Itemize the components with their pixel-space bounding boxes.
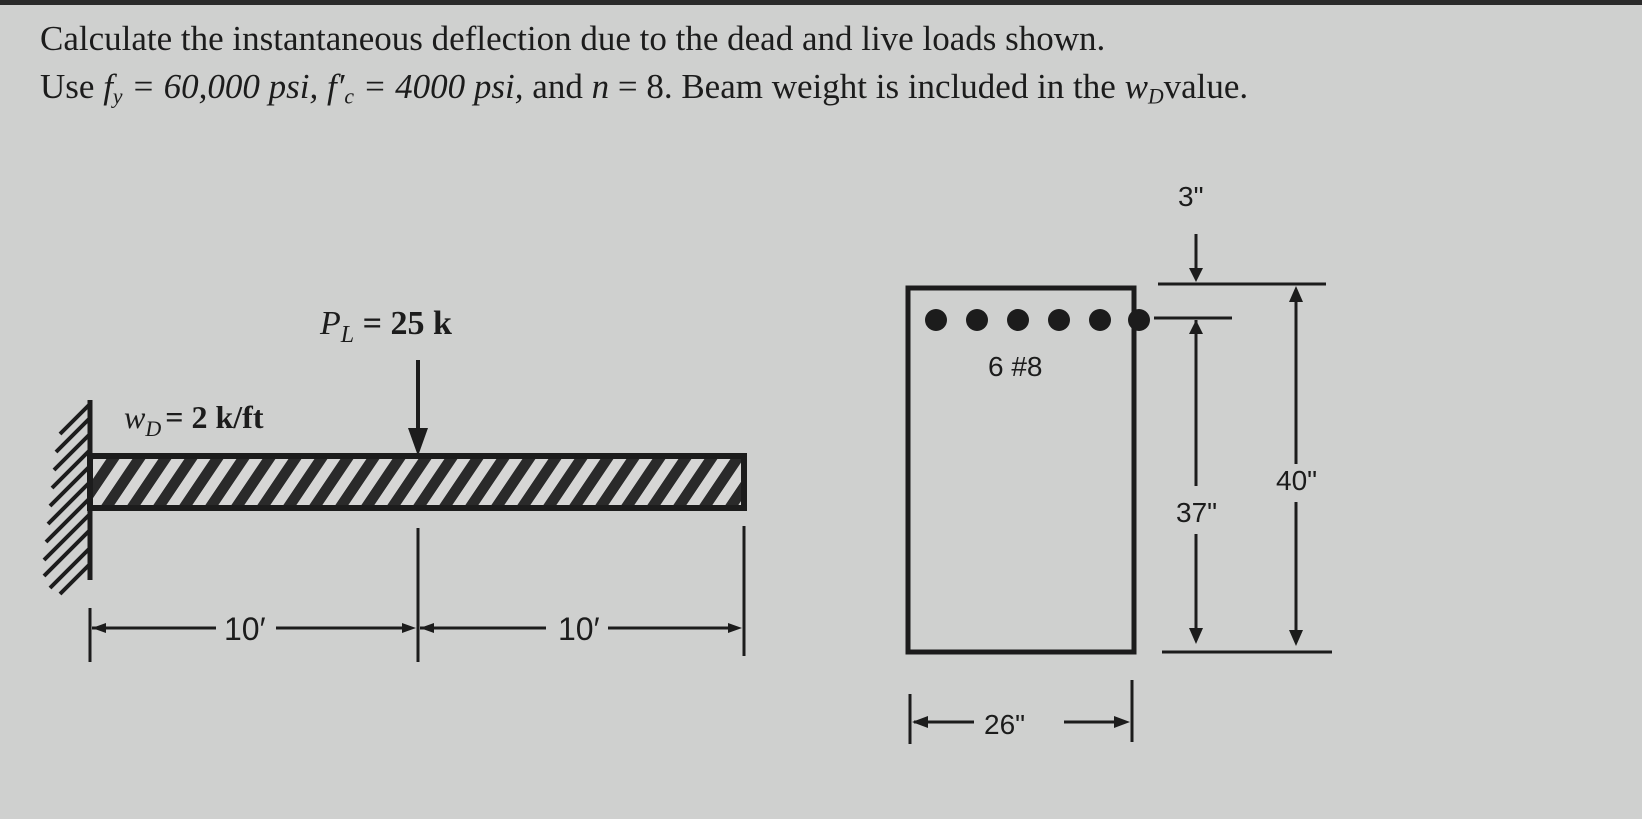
width-label: 26" bbox=[984, 709, 1026, 740]
wd-symbol: w bbox=[1124, 67, 1148, 106]
fc-prime: ′ bbox=[336, 67, 345, 106]
section-outline bbox=[908, 288, 1134, 652]
fc-symbol: f bbox=[327, 67, 337, 106]
rebar-6 bbox=[1128, 309, 1150, 331]
live-load-value: = 25 k bbox=[354, 305, 452, 342]
rebar-4 bbox=[1048, 309, 1070, 331]
fc-subscript: c bbox=[344, 84, 355, 109]
rebar-3 bbox=[1007, 309, 1029, 331]
fc-value: = 4000 psi, bbox=[354, 67, 524, 106]
fixed-support bbox=[44, 400, 90, 594]
dead-load-subscript: D bbox=[145, 416, 162, 441]
beam bbox=[90, 456, 744, 508]
wd-subscript: D bbox=[1147, 84, 1164, 109]
bars-label: 6 #8 bbox=[988, 351, 1043, 382]
n-value: = 8. bbox=[609, 67, 673, 106]
n-symbol: n bbox=[591, 67, 610, 106]
total-depth-label: 40" bbox=[1276, 465, 1318, 496]
cantilever-beam-diagram bbox=[44, 305, 744, 662]
value-word: value. bbox=[1163, 67, 1249, 106]
span-dimensions bbox=[90, 526, 744, 662]
total-depth-dimension bbox=[1162, 286, 1332, 652]
dead-load-value: = 2 k/ft bbox=[165, 399, 264, 435]
live-load-subscript: L bbox=[340, 322, 355, 348]
rebar-2 bbox=[966, 309, 988, 331]
live-load-label bbox=[319, 305, 452, 348]
fy-symbol: f bbox=[103, 67, 113, 106]
reinforcing-bars bbox=[925, 309, 1150, 331]
fy-subscript: y bbox=[112, 84, 123, 109]
cover-dimension bbox=[1154, 181, 1326, 334]
point-load-arrow bbox=[408, 360, 428, 456]
dead-load-label bbox=[124, 399, 264, 441]
effective-depth-label: 37" bbox=[1176, 497, 1218, 528]
rebar-1 bbox=[925, 309, 947, 331]
rebar-5 bbox=[1089, 309, 1111, 331]
beam-weight-text: Beam weight is included in the bbox=[672, 67, 1125, 106]
fy-value: = 60,000 psi, bbox=[122, 67, 328, 106]
span-right-label: 10′ bbox=[558, 611, 600, 647]
span-left-label: 10′ bbox=[224, 611, 266, 647]
cover-label: 3" bbox=[1178, 181, 1204, 212]
problem-statement-line-1: Calculate the instantaneous deflection due to the dead and live loads shown. bbox=[40, 19, 1106, 58]
cross-section-diagram bbox=[908, 181, 1332, 744]
effective-depth-dimension bbox=[1176, 320, 1217, 644]
width-dimension bbox=[910, 680, 1132, 744]
and-word: and bbox=[523, 67, 592, 106]
dead-load-symbol: w bbox=[124, 399, 146, 435]
use-word: Use bbox=[40, 67, 95, 106]
live-load-symbol: P bbox=[320, 305, 341, 342]
